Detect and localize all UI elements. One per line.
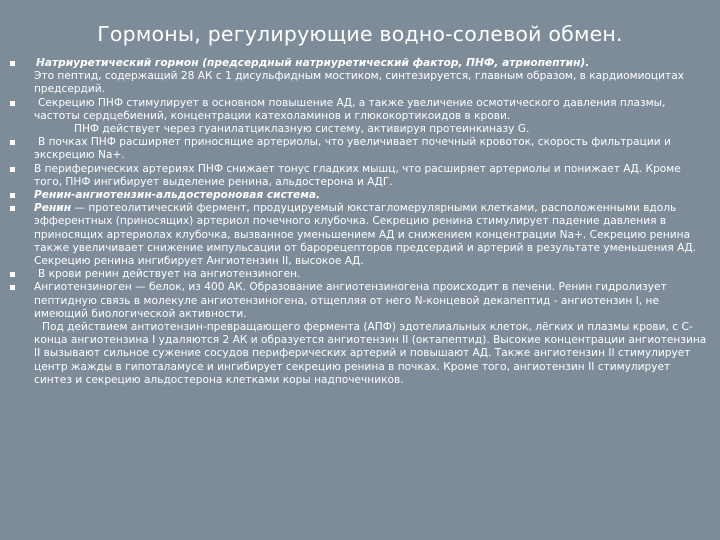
bullet-icon bbox=[10, 206, 15, 211]
bullet-icon bbox=[10, 101, 15, 106]
paragraph-text: В крови ренин действует на ангиотензиноген. bbox=[38, 268, 301, 281]
paragraph-text: Секрецию ПНФ стимулирует в основном повышение АД, а также увеличение осмотического давления плазмы, частоты сердцебиений, концентрации катехоламинов и глюкокортикоидов в крови. bbox=[34, 96, 666, 122]
paragraph-heading: Натриуретический гормон (предсердный натриуретический фактор, ПНФ, атриопептин). bbox=[36, 57, 590, 69]
paragraph-text: Под действием антиотензин-превращающего фермента (АПФ) эдотелиальных клеток, лёгких и плазмы крови, с С-конца ангиотензина I удаляются 2 АК и образуется ангиотензин II (октапептид). Высокие концентрации ангиотензина II вызывают сильное сужение сосудов периферических артерий и повышают АД. Также ангиотензин II стимулирует центр жажды в гипоталамусе и ингибирует секрецию ренина в почках. Кроме того, ангиотензин II стимулирует синтез и секрецию альдостерона клетками коры надпочечников. bbox=[34, 321, 707, 386]
bullet-paragraph bbox=[10, 202, 710, 268]
bullet-icon bbox=[10, 167, 15, 172]
bullet-paragraph bbox=[10, 281, 710, 387]
slide-title: Гормоны, регулирующие водно-солевой обмен. bbox=[97, 22, 623, 46]
paragraph-text: В периферических артериях ПНФ снижает тонус гладких мышц, что расширяет артериолы и понижает АД. Кроме того, ПНФ ингибирует выделение ренина, альдостерона и АДГ. bbox=[34, 162, 681, 188]
bullet-icon bbox=[10, 285, 15, 290]
bullet-icon bbox=[10, 140, 15, 145]
paragraph-text: ПНФ действует через гуанилатциклазную систему, активируя протеинкиназу G. bbox=[74, 123, 530, 136]
paragraph-text: Это пептид, содержащий 28 АК с 1 дисульфидным мостиком, синтезируется, главным образом, в кардиомиоцитах предсердий. bbox=[34, 70, 684, 96]
paragraph-text: — протеолитический фермент, продуцируемый юкстагломерулярными клетками, расположенными вдоль эфферентных (приносящих) артериол почечного клубочка. Секрецию ренина стимулирует падение давления в приносящих артериолах клубочка, вызванное уменьшением АД и снижением концентрации Na+. Секрецию ренина также увеличивает снижение импульсации от барорецепторов предсердий и артерий в результате уменьшения АД. Секрецию ренина ингибирует Ангиотензин II, высокое АД. bbox=[34, 202, 697, 268]
paragraph-text: В почках ПНФ расширяет приносящие артериолы, что увеличивает почечный кровоток, скорость фильтрации и экскрецию Na+. bbox=[34, 136, 671, 162]
bullet-paragraph bbox=[10, 57, 710, 97]
bullet-paragraph bbox=[10, 189, 710, 202]
bullet-paragraph bbox=[10, 268, 710, 281]
bullet-paragraph bbox=[10, 97, 710, 137]
slide-content bbox=[10, 57, 710, 387]
paragraph-text: Ангиотензиноген — белок, из 400 АК. Образование ангиотензиногена происходит в печени. Ренин гидролизует пептидную связь в молекуле ангиотензиногена, отщепляя от него N-концевой декапептид - ангиотензин I, не имеющий биологической активности. bbox=[34, 281, 667, 320]
bullet-icon bbox=[10, 193, 15, 198]
paragraph-heading: Ренин bbox=[34, 202, 72, 215]
bullet-icon bbox=[10, 272, 15, 277]
paragraph-heading: Ренин-ангиотензин-альдостероновая система. bbox=[34, 189, 321, 202]
bullet-paragraph bbox=[10, 163, 710, 189]
bullet-icon bbox=[10, 61, 15, 66]
bullet-paragraph bbox=[10, 136, 710, 162]
